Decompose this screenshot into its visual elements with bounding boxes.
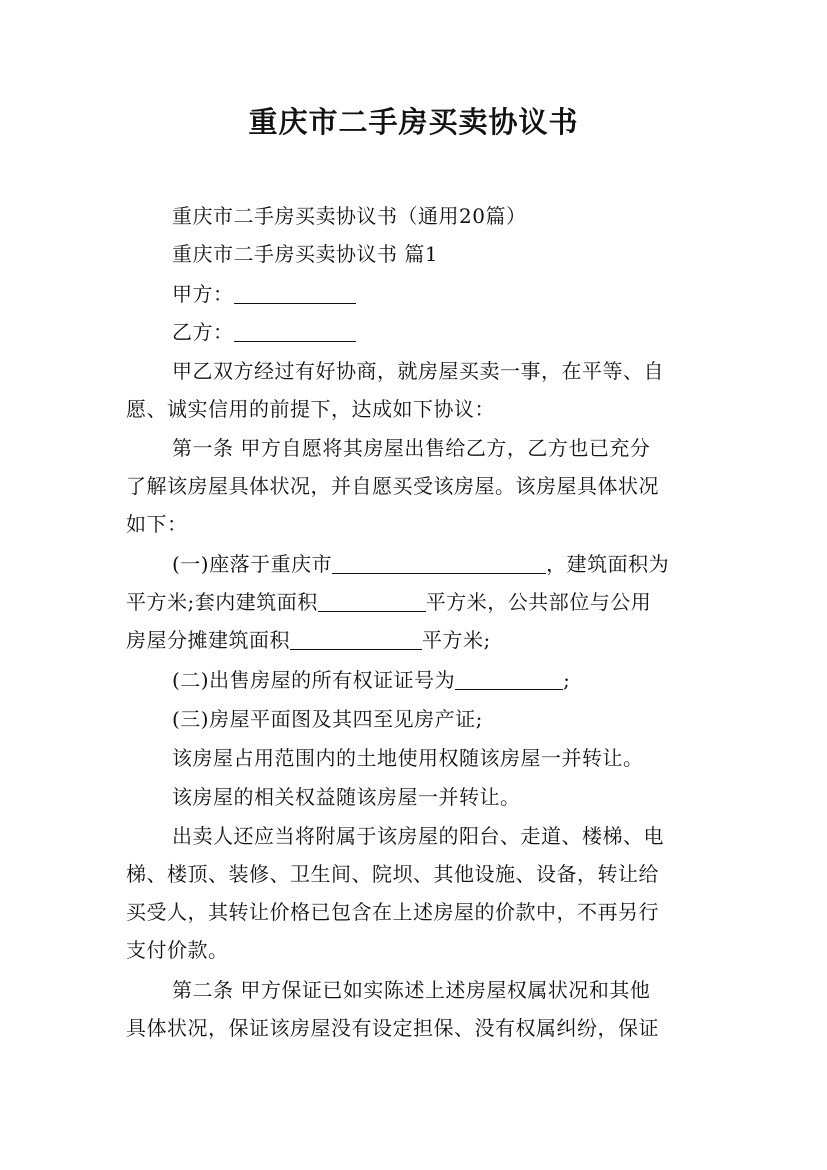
paragraph-line: 甲乙双方经过有好协商，就房屋买卖一事，在平等、自 <box>172 359 664 383</box>
certificate-number-blank <box>455 671 563 690</box>
subtitle: 重庆市二手房买卖协议书（通用20篇） <box>172 204 527 228</box>
party-b-line <box>172 316 752 345</box>
party-a-label: 甲方： <box>172 282 234 306</box>
paragraph-line: 支付价款。 <box>126 938 229 962</box>
item-1-text: (一)座落于重庆市 <box>172 552 333 576</box>
document-title: 重庆市二手房买卖协议书 <box>248 105 579 139</box>
section-heading: 重庆市二手房买卖协议书 篇1 <box>172 242 439 266</box>
item-1-text: 平方米，公共部位与公用 <box>425 590 652 614</box>
item-1-line <box>126 624 706 653</box>
article-1-line: 了解该房屋具体状况，并自愿买受该房屋。该房屋具体状况 <box>126 474 659 498</box>
item-2-text: (二)出售房屋的所有权证证号为 <box>172 668 456 692</box>
item-2-line <box>172 664 752 693</box>
item-1-line <box>172 548 752 577</box>
article-1-line: 如下： <box>126 512 188 536</box>
item-1-text: 平方米; <box>422 628 491 652</box>
item-1-text: 房屋分摊建筑面积 <box>126 628 290 652</box>
item-3-line: (三)房屋平面图及其四至见房产证; <box>172 707 483 731</box>
article-1-line: 第一条 甲方自愿将其房屋出售给乙方，乙方也已充分 <box>172 436 651 460</box>
item-1-text: 平方米;套内建筑面积 <box>126 590 318 614</box>
paragraph-line: 出卖人还应当将附属于该房屋的阳台、走道、楼梯、电 <box>172 824 664 848</box>
party-a-blank <box>234 285 356 304</box>
item-1-line <box>126 586 706 615</box>
item-2-text: ; <box>563 668 571 692</box>
inner-area-blank <box>318 593 426 612</box>
party-a-line <box>172 278 752 307</box>
party-b-label: 乙方： <box>172 320 234 344</box>
paragraph-line: 该房屋的相关权益随该房屋一并转让。 <box>172 785 521 809</box>
paragraph-line: 梯、楼顶、装修、卫生间、院坝、其他设施、设备，转让给 <box>126 862 659 886</box>
item-1-text: ，建筑面积为 <box>546 552 670 576</box>
paragraph-line: 愿、诚实信用的前提下，达成如下协议： <box>126 397 495 421</box>
article-2-line: 具体状况，保证该房屋没有设定担保、没有权属纠纷，保证 <box>126 1016 659 1040</box>
paragraph-line: 买受人，其转让价格已包含在上述房屋的价款中，不再另行 <box>126 900 659 924</box>
article-2-line: 第二条 甲方保证已如实陈述上述房屋权属状况和其他 <box>172 978 651 1002</box>
paragraph-line: 该房屋占用范围内的土地使用权随该房屋一并转让。 <box>172 746 644 770</box>
location-blank <box>332 555 546 574</box>
party-b-blank <box>234 323 356 342</box>
shared-area-blank <box>290 631 422 650</box>
